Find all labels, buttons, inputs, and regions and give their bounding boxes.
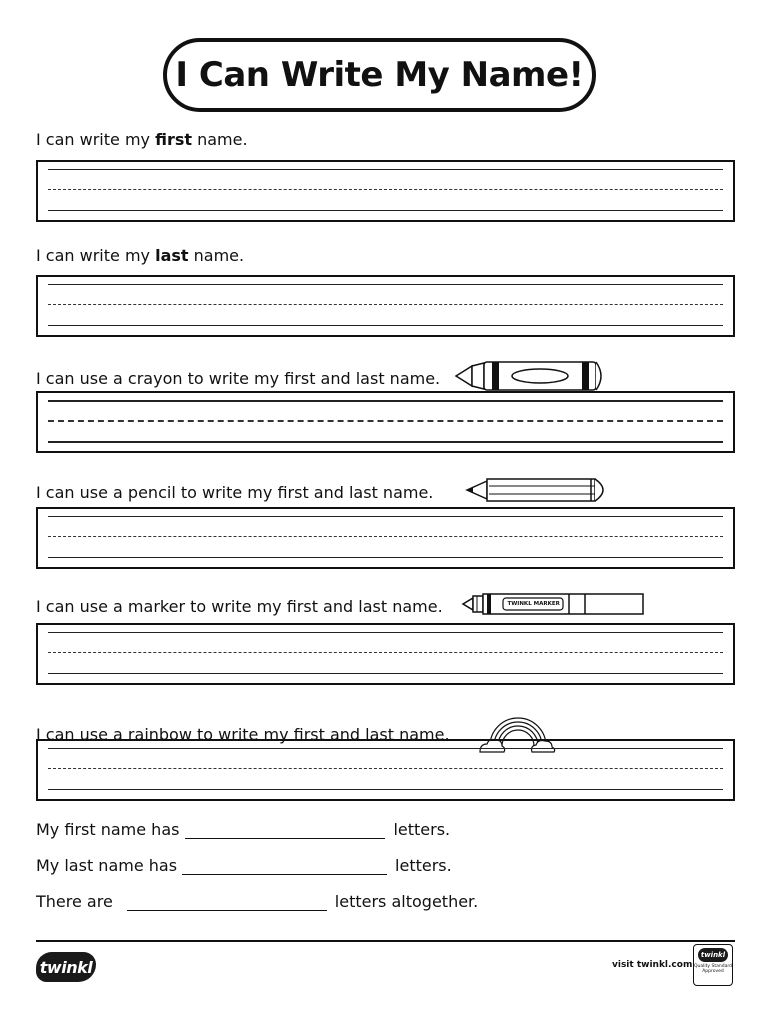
last-count-post: letters.	[395, 856, 452, 875]
twinkl-logo-text: twinkl	[39, 957, 93, 977]
prompt-marker-text: I can use a marker to write my first and last name.	[36, 596, 443, 616]
writing-box-marker[interactable]	[36, 623, 735, 685]
prompt-rainbow-text: I can use a rainbow to write my first and last name.	[36, 724, 450, 744]
writing-box-pencil[interactable]	[36, 507, 735, 569]
writing-box-last-name[interactable]	[36, 275, 735, 337]
visit-link[interactable]: visit twinkl.com	[612, 960, 693, 970]
badge-logo	[698, 948, 728, 962]
footer-divider	[36, 940, 735, 942]
prompt-pencil-text: I can use a pencil to write my first and last name.	[36, 482, 434, 502]
last-count-blank[interactable]	[182, 858, 387, 875]
prompt-crayon-text: I can use a crayon to write my first and last name.	[36, 368, 441, 388]
prompt-first-post: name.	[192, 130, 248, 149]
marker-label: TWINKL MARKER	[507, 601, 560, 607]
prompt-last-name	[36, 246, 244, 266]
prompt-first-name	[36, 130, 248, 150]
twinkl-logo	[36, 952, 96, 982]
prompt-first-bold: first	[155, 130, 193, 149]
marker-icon	[461, 592, 645, 621]
first-name-count-line	[36, 820, 450, 839]
prompt-pencil	[36, 476, 615, 509]
badge-logo-text: twinkl	[700, 951, 726, 959]
total-count-line	[36, 892, 478, 911]
last-count-pre: My last name has	[36, 856, 178, 875]
last-name-count-line	[36, 856, 452, 875]
quality-badge	[693, 944, 733, 986]
prompt-last-bold: last	[155, 246, 189, 265]
first-count-blank[interactable]	[185, 822, 385, 839]
first-count-pre: My first name has	[36, 820, 180, 839]
prompt-last-pre: I can write my	[36, 246, 156, 265]
page-title-text: I Can Write My Name!	[175, 55, 584, 95]
page-title	[163, 38, 596, 112]
writing-box-first-name[interactable]	[36, 160, 735, 222]
prompt-marker	[36, 592, 645, 621]
first-count-post: letters.	[393, 820, 451, 839]
pencil-icon	[465, 476, 615, 509]
total-count-blank[interactable]	[127, 894, 327, 911]
total-count-pre: There are	[36, 892, 113, 911]
prompt-first-pre: I can write my	[36, 130, 156, 149]
badge-text: Quality Standard Approved	[694, 964, 732, 974]
writing-box-rainbow[interactable]	[36, 739, 735, 801]
total-count-post: letters altogether.	[334, 892, 479, 911]
prompt-last-post: name.	[188, 246, 245, 265]
writing-box-crayon[interactable]	[36, 391, 735, 453]
